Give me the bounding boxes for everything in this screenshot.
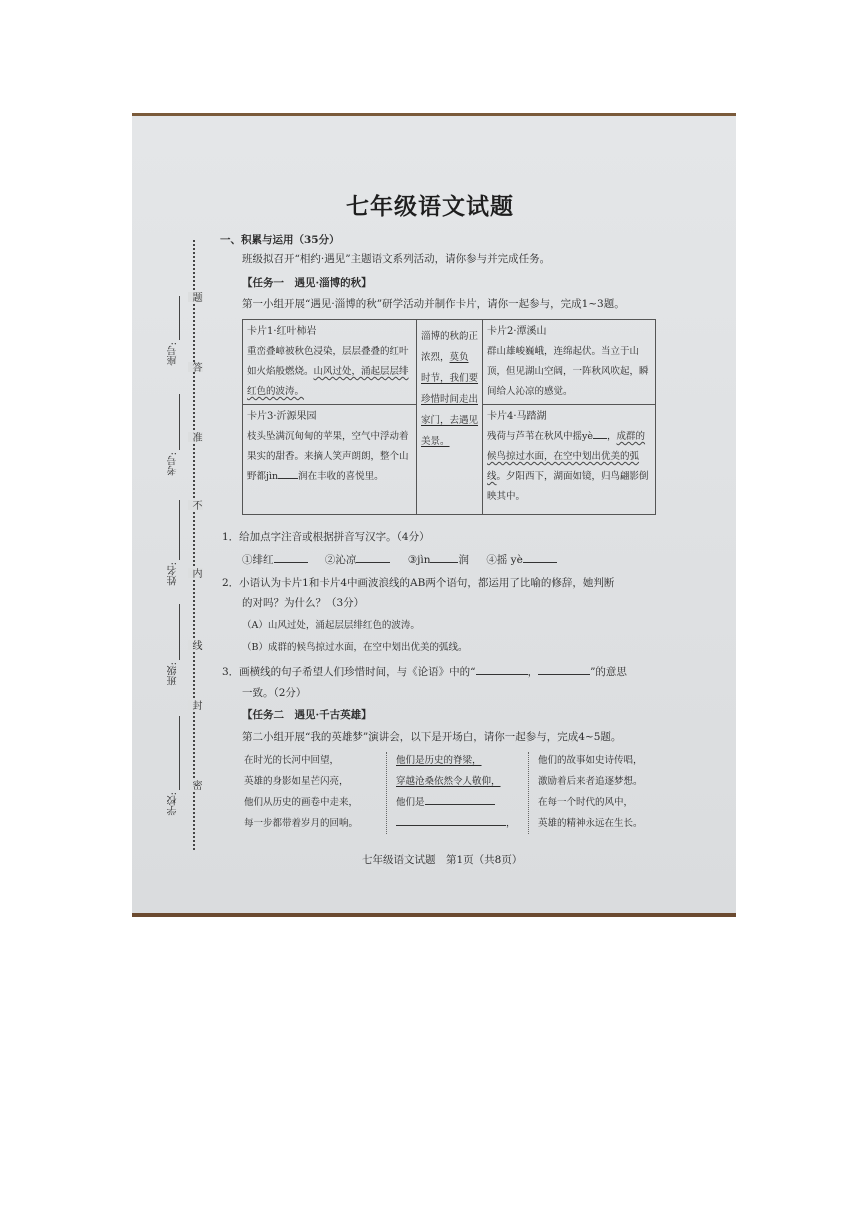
poem-3-line-4: 英雄的精神永远在生长。 bbox=[538, 818, 643, 829]
q1-item-4: ④摇 yè bbox=[486, 554, 523, 566]
poem-3-line-3: 在每一个时代的风中， bbox=[538, 797, 634, 808]
poem-2-line-1: 他们是历史的脊梁， bbox=[396, 755, 482, 766]
question-3-line-1 bbox=[222, 664, 627, 679]
card-3-text-b: 润在丰收的喜悦里。 bbox=[298, 471, 384, 482]
card-2-title: 卡片2·潭溪山 bbox=[487, 326, 547, 337]
q3-blank-1[interactable] bbox=[476, 664, 528, 675]
task2-intro: 第二小组开展“我的英雄梦”演讲会，以下是开场白，请你一起参与，完成4~5题。 bbox=[242, 731, 622, 743]
poem-column-3 bbox=[538, 750, 643, 834]
school-label: 学校: bbox=[168, 792, 179, 816]
question-3-line-2: 一致。（2分） bbox=[242, 687, 307, 699]
seal-char-5: 不 bbox=[190, 500, 201, 510]
exam-photo bbox=[132, 113, 736, 917]
class-label: 班级: bbox=[168, 662, 179, 686]
seal-char-2: 封 bbox=[190, 700, 201, 710]
card-3 bbox=[243, 405, 417, 514]
card-3-pinyin: jìn bbox=[266, 471, 279, 482]
poem-column-1 bbox=[244, 750, 358, 834]
poem-3-line-2: 激励着后来者追逐梦想。 bbox=[538, 776, 643, 787]
page-footer: 七年级语文试题 第1页（共8页） bbox=[362, 854, 523, 866]
question-2-line-2: 的对吗？为什么？（3分） bbox=[242, 597, 365, 609]
seal-char-6: 准 bbox=[190, 432, 201, 442]
binding-dotted-line bbox=[193, 240, 195, 850]
card-1-title: 卡片1·红叶柿岩 bbox=[247, 326, 317, 337]
card-1-text: 重峦叠嶂被秋色浸染，层层叠叠的红叶如火焰般燃烧。 bbox=[247, 346, 409, 377]
task1-label: 【任务一 遇见·淄博的秋】 bbox=[242, 277, 372, 289]
poem-2-blank-1[interactable] bbox=[425, 794, 495, 805]
q1-item-1: ①绯红 bbox=[242, 554, 274, 566]
question-2-line-1: 2．小语认为卡片1和卡片4中画波浪线的AB两个语句，都运用了比喻的修辞，她判断 bbox=[222, 577, 615, 589]
poem-column-2 bbox=[396, 750, 516, 834]
card-4-title: 卡片4·马踏湖 bbox=[487, 411, 547, 422]
question-1: 1．给加点字注音或根据拼音写汉字。（4分） bbox=[222, 531, 430, 543]
poem-1-line-4: 每一步都带着岁月的回响。 bbox=[244, 818, 359, 829]
seal-char-4: 内 bbox=[190, 568, 201, 578]
q3-text-a: 3．画横线的句子希望人们珍惜时间，与《论语》中的“ bbox=[222, 666, 476, 678]
card-3-text-a: 枝头坠满沉甸甸的苹果，空气中浮动着果实的甜香。来摘人笑声朗朗，整个山野都 bbox=[247, 431, 409, 482]
seal-char-1: 密 bbox=[190, 780, 201, 790]
card-middle-text: 淄博的秋韵正浓烈， bbox=[421, 331, 479, 363]
seal-char-3: 线 bbox=[190, 640, 201, 650]
section1-intro: 班级拟召开“相约·遇见”主题语文系列活动，请你参与并完成任务。 bbox=[242, 253, 551, 265]
class-fill-line bbox=[179, 604, 180, 660]
card-1-wavy-sentence: 山风过处，涌起层层绯红色的波涛。 bbox=[247, 366, 409, 397]
poem-divider-1 bbox=[386, 752, 387, 834]
q1-item-3-suffix: 润 bbox=[458, 554, 469, 566]
card-middle bbox=[417, 320, 483, 514]
seat-no-fill-line bbox=[179, 296, 180, 340]
section1-heading: 一、积累与运用（35分） bbox=[220, 234, 340, 246]
card-4 bbox=[483, 405, 655, 514]
exam-no-fill-line bbox=[179, 394, 180, 450]
name-fill-line bbox=[179, 500, 180, 560]
question-2-sentence-a: （A）山风过处，涌起层层绯红色的波涛。 bbox=[242, 620, 420, 631]
card-4-blank[interactable] bbox=[593, 428, 607, 439]
card-4-pinyin: yè bbox=[582, 431, 594, 442]
poem-2-line-4-end: ， bbox=[506, 818, 516, 829]
poem-1-line-2: 英雄的身影如星芒闪亮， bbox=[244, 776, 349, 787]
card-4-text-a: 残荷与芦苇在秋风中摇 bbox=[487, 431, 583, 442]
card-4-text-c: 。夕阳西下，湖面如镜，归鸟翩影倒映其中。 bbox=[487, 471, 649, 502]
seal-char-7: 答 bbox=[190, 362, 201, 372]
q1-blank-1[interactable] bbox=[274, 552, 308, 563]
question-1-items bbox=[242, 552, 557, 567]
q1-blank-3[interactable] bbox=[430, 552, 458, 563]
card-middle-underlined: 莫负时节，我们要珍惜时间走出家门，去遇见美景。 bbox=[421, 352, 479, 447]
card-3-blank[interactable] bbox=[278, 468, 298, 479]
q1-blank-4[interactable] bbox=[523, 552, 557, 563]
poem-2-line-2: 穿越沧桑依然令人敬仰， bbox=[396, 776, 501, 787]
card-3-title: 卡片3·沂源果园 bbox=[247, 411, 317, 422]
q1-item-2: ②沁凉 bbox=[324, 554, 357, 566]
poem-3-line-1: 他们的故事如史诗传唱， bbox=[538, 755, 643, 766]
cards-table bbox=[242, 319, 656, 515]
q3-blank-2[interactable] bbox=[538, 664, 590, 675]
card-2-text: 群山雄峻巍峨，连绵起伏。当立于山顶，但见湖山空阔，一阵秋风吹起，瞬间给人沁凉的感觉。 bbox=[487, 346, 649, 397]
q1-item-3: ③jìn bbox=[407, 554, 431, 566]
card-4-text-b: ， bbox=[607, 431, 617, 442]
school-fill-line bbox=[179, 716, 180, 790]
name-label: 姓名: bbox=[168, 562, 179, 586]
card-4-wavy-sentence: 成群的候鸟掠过水面，在空中划出优美的弧线 bbox=[487, 431, 646, 482]
q1-blank-2[interactable] bbox=[356, 552, 390, 563]
poem-1-line-1: 在时光的长河中回望， bbox=[244, 755, 340, 766]
poem-2-line-3: 他们是 bbox=[396, 797, 425, 808]
poem-1-line-3: 他们从历史的画卷中走来， bbox=[244, 797, 359, 808]
poem-2-blank-2[interactable] bbox=[396, 815, 506, 826]
poem-divider-2 bbox=[528, 752, 529, 834]
q3-comma: ， bbox=[527, 666, 539, 678]
exam-title: 七年级语文试题 bbox=[346, 193, 514, 220]
exam-no-label: 考号: bbox=[168, 452, 179, 476]
seal-char-8: 题 bbox=[190, 292, 201, 302]
q3-text-end: ”的意思 bbox=[590, 666, 627, 678]
exam-paper bbox=[132, 116, 736, 913]
question-2-sentence-b: （B）成群的候鸟掠过水面，在空中划出优美的弧线。 bbox=[242, 642, 468, 653]
seat-no-label: 座号: bbox=[168, 342, 179, 366]
card-1 bbox=[243, 320, 417, 405]
task1-intro: 第一小组开展“遇见·淄博的秋”研学活动并制作卡片，请你一起参与，完成1~3题。 bbox=[242, 298, 625, 310]
card-2 bbox=[483, 320, 655, 405]
task2-label: 【任务二 遇见·千古英雄】 bbox=[242, 709, 372, 721]
